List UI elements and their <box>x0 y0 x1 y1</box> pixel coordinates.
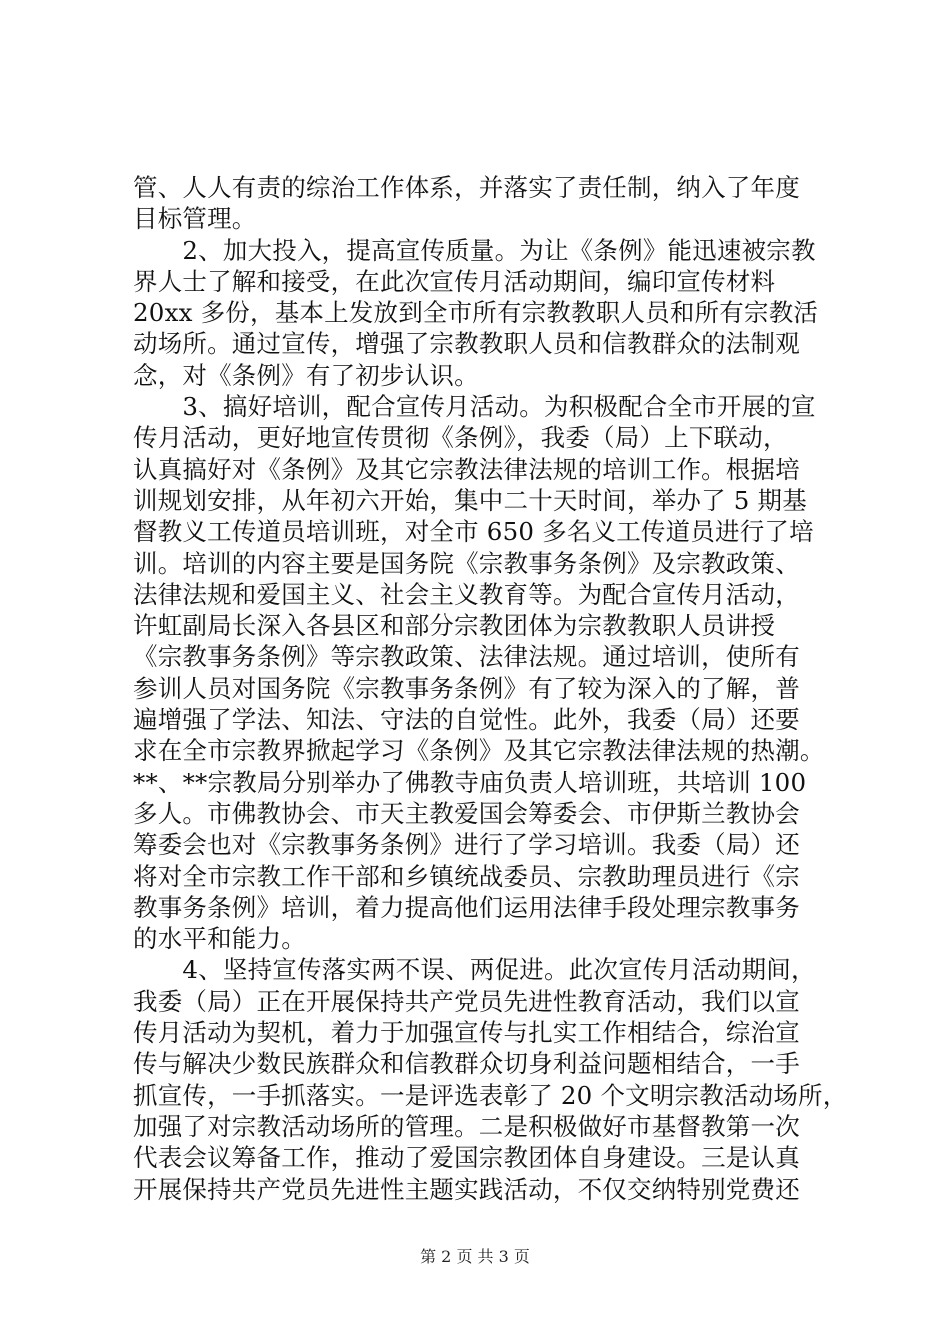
text-line: 求在全市宗教界掀起学习《条例》及其它宗教法律法规的热潮。 <box>133 736 825 766</box>
text-line: 许虹副局长深入各县区和部分宗教团体为宗教教职人员讲授 <box>133 611 776 641</box>
text-line: 多人。市佛教协会、市天主教爱国会筹委会、市伊斯兰教协会 <box>133 798 800 828</box>
text-line: 20xx 多份，基本上发放到全市所有宗教教职人员和所有宗教活 <box>133 298 819 328</box>
text-line: 开展保持共产党员先进性主题实践活动，不仅交纳特别党费还 <box>133 1174 800 1204</box>
text-line: 《宗教事务条例》等宗教政策、法律法规。通过培训，使所有 <box>133 642 800 672</box>
page-footer: 第 2 页 共 3 页 <box>420 1247 530 1266</box>
text-line: 念，对《条例》有了初步认识。 <box>133 360 479 390</box>
text-line: 筹委会也对《宗教事务条例》进行了学习培训。我委（局）还 <box>133 830 800 860</box>
text-line: 训。培训的内容主要是国务院《宗教事务条例》及宗教政策、 <box>133 548 800 578</box>
text-line: 界人士了解和接受，在此次宣传月活动期间，编印宣传材料 <box>133 266 776 296</box>
text-line: **、**宗教局分别举办了佛教寺庙负责人培训班，共培训 100 <box>133 767 807 797</box>
text-line: 4、坚持宣传落实两不误、两促进。此次宣传月活动期间， <box>133 955 816 985</box>
text-line: 督教义工传道员培训班，对全市 650 多名义工传道员进行了培 <box>133 517 814 547</box>
text-line: 的水平和能力。 <box>133 924 306 954</box>
text-line: 管、人人有责的综治工作体系，并落实了责任制，纳入了年度 <box>133 173 800 202</box>
text-line: 参训人员对国务院《宗教事务条例》有了较为深入的了解，普 <box>133 673 800 703</box>
text-line: 教事务条例》培训，着力提高他们运用法律手段处理宗教事务 <box>133 892 800 922</box>
text-line: 动场所。通过宣传，增强了宗教教职人员和信教群众的法制观 <box>133 329 800 359</box>
body-text <box>133 172 848 1205</box>
text-line: 传月活动为契机，着力于加强宣传与扎实工作相结合，综治宣 <box>133 1018 800 1048</box>
text-line: 我委（局）正在开展保持共产党员先进性教育活动，我们以宣 <box>133 986 800 1016</box>
text-line: 遍增强了学法、知法、守法的自觉性。此外，我委（局）还要 <box>133 705 800 735</box>
text-line: 2、加大投入，提高宣传质量。为让《条例》能迅速被宗教 <box>133 235 816 265</box>
text-line: 代表会议筹备工作，推动了爱国宗教团体自身建设。三是认真 <box>133 1143 800 1173</box>
text-line: 法律法规和爱国主义、社会主义教育等。为配合宣传月活动， <box>133 579 800 609</box>
text-line: 传与解决少数民族群众和信教群众切身利益问题相结合，一手 <box>133 1049 800 1079</box>
text-line: 3、搞好培训，配合宣传月活动。为积极配合全市开展的宣 <box>133 392 816 422</box>
text-line: 认真搞好对《条例》及其它宗教法律法规的培训工作。根据培 <box>133 454 800 484</box>
text-line: 加强了对宗教活动场所的管理。二是积极做好市基督教第一次 <box>133 1111 800 1141</box>
text-line: 目标管理。 <box>133 204 257 234</box>
text-line: 抓宣传，一手抓落实。一是评选表彰了 20 个文明宗教活动场所， <box>133 1080 848 1110</box>
text-line: 训规划安排，从年初六开始，集中二十天时间，举办了 5 期基 <box>133 485 807 515</box>
text-line: 将对全市宗教工作干部和乡镇统战委员、宗教助理员进行《宗 <box>133 861 800 891</box>
text-line: 传月活动，更好地宣传贯彻《条例》，我委（局）上下联动， <box>133 423 788 453</box>
